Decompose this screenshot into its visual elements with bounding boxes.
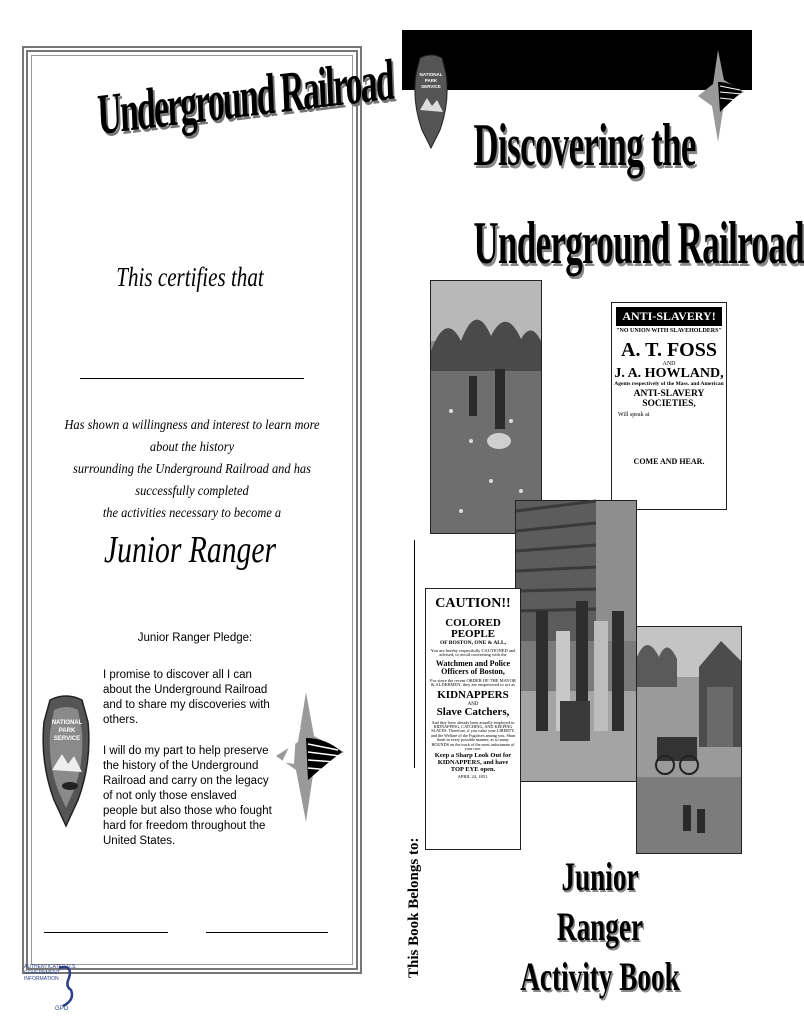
signature-line-left [44,932,168,933]
photo-cabins-wagons [636,626,742,854]
badge-text-line: NATIONAL [419,72,443,77]
poster-heading: ANTI-SLAVERY! [616,307,722,326]
svg-text:★: ★ [294,724,303,734]
poster-of-boston: OF BOSTON, ONE & ALL, [439,639,506,646]
poster-and: AND [467,701,479,707]
cover-title-line-1: Discovering the [473,112,696,178]
poster-small-1: You are hereby respectfully CAUTIONED and advised, to avoid conversing with the [430,647,516,658]
badge-text-line: PARK [424,78,438,83]
caution-poster [425,588,521,850]
photo-cotton-field [430,280,542,534]
certificate-body-line: the activities necessary to become a [102,505,282,520]
poster-top-eye: TOP EYE open. [450,766,496,774]
poster-colored: COLORED PEOPLE [445,616,501,641]
poster-societies: ANTI-SLAVERY SOCIETIES, [633,388,705,409]
certificate-body-line: surrounding the Underground Railroad and has successfully completed [73,461,311,498]
badge-text-line: SERVICE [421,84,441,89]
poster-small-2: For since the recent ORDER OF THE MAYOR & ALDERMEN, they are empowered to act as [430,677,516,688]
poster-slave-catchers: Slave Catchers, [436,706,510,718]
signature-line-right [206,932,328,933]
cover-subtitle-line-1: Junior Ranger [556,854,644,949]
pledge-paragraph-1: I promise to discover all I can about the Underground Railroad and to share my discoveries with others. [103,669,270,726]
nps-arrowhead-badge-cover [412,52,450,150]
poster-small-3: And they have already been actually employed in KIDNAPPING, CATCHING, AND KEEPING SLAVES. Therefore, if you value your LIBERTY, and the Welfare of the Fugitives among you, Shun them in every possible manner, as so many HOUNDS on the track of the most unfortunate of your race. [430,719,516,751]
poster-caution-heading: CAUTION!! [435,596,511,611]
certificate-body [63,414,321,524]
nps-arrowhead-badge [40,692,92,828]
badge-text-line: PARK [58,728,76,734]
badge-text-line: NATIONAL [51,720,83,726]
poster-name-1: A. T. FOSS [621,338,717,361]
cover-subtitle [518,852,681,1002]
poster-come: COME AND HEAR. [633,456,705,466]
star-flag-emblem [276,692,344,822]
certificate-title: Underground Railroad [96,46,394,148]
poster-will-speak: Will speak at [618,411,650,418]
poster-date: APRIL 24, 1851. [457,773,489,779]
poster-kidnappers: KIDNAPPERS [437,689,509,702]
cover-subtitle-line-2: Activity Book [520,954,680,999]
photo-cabin-family [515,500,637,782]
gpo-authentication-text: AUTHENTICATED U.S. GOVERNMENT INFORMATION [24,964,77,982]
poster-watchmen: Watchmen and Police Officers of Boston, [435,658,511,677]
gpo-mark-text: GPO [55,1006,69,1012]
certifies-text: This certifies that [116,262,264,292]
rank-title: Junior Ranger [103,529,277,571]
belongs-to-line [414,540,415,768]
cover-title [473,96,804,292]
belongs-to-label [402,768,426,978]
poster-keep-sharp: Keep a Sharp Look Out for KIDNAPPERS, and have [434,752,512,767]
certificate-body-line: Has shown a willingness and interest to learn more about the history [64,417,320,454]
gpo-logo [55,962,77,1012]
badge-text-line: SERVICE [53,736,81,742]
cover-title-line-2: Underground Railroad [473,210,804,276]
pledge-paragraph-2: I will do my part to help preserve the history of the Underground Railroad and carry on the legacy of not only those enslaved people but also those who fought hard for freedom throughout the United States. [103,745,272,847]
poster-agents: Agents respectively of the Mass. and American [614,380,724,387]
star-flag-emblem-cover [698,50,744,142]
poster-motto: "NO UNION WITH SLAVEHOLDERS" [616,327,722,334]
belongs-to-text: This Book Belongs to: [406,837,422,978]
pledge-heading: Junior Ranger Pledge: [137,632,253,644]
poster-name-2: J. A. HOWLAND, [614,366,724,382]
name-signature-line [80,378,304,379]
poster-and: AND [662,360,676,367]
anti-slavery-poster [611,302,727,510]
